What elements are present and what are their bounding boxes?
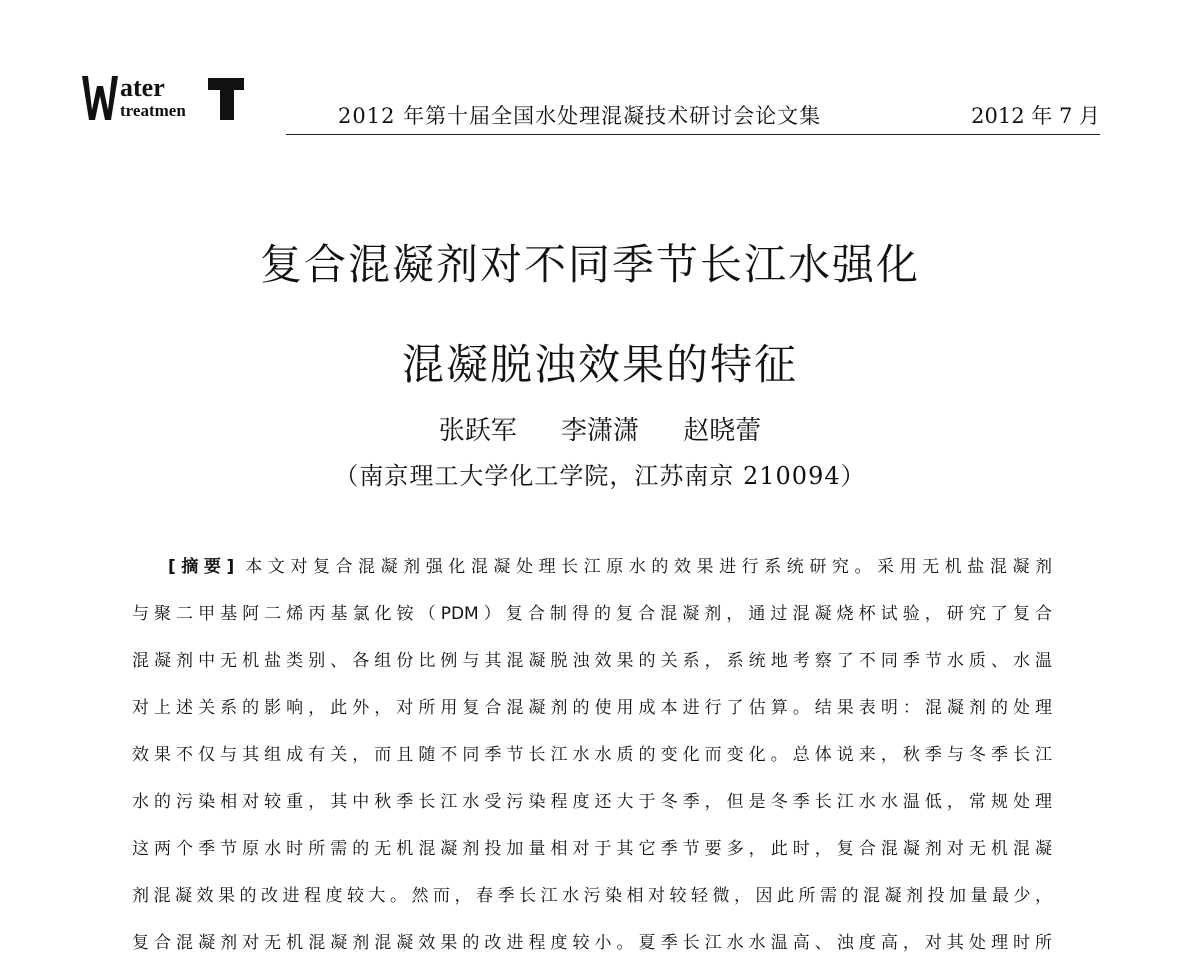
paper-title-line-1: 复合混凝剂对不同季节长江水强化 bbox=[259, 240, 920, 289]
header-rule bbox=[286, 134, 1100, 135]
abstract-line: 复合混凝剂对无机混凝剂混凝效果的改进程度较小。夏季长江水水温高、浊度高，对其处理时所 bbox=[132, 933, 1052, 953]
logo-text-bottom: treatmen bbox=[120, 101, 186, 120]
abstract-line: 这两个季节原水时所需的无机混凝剂投加量相对于其它季节要多，此时，复合混凝剂对无机混凝 bbox=[132, 839, 1052, 859]
publication-date: 2012 年 7 月 bbox=[971, 104, 1100, 128]
abstract-text: 本文对复合混凝剂强化混凝处理长江原水的效果进行系统研究。采用无机盐混凝剂 bbox=[234, 557, 1052, 577]
abstract-line: 效果不仅与其组成有关，而且随不同季节长江水水质的变化而变化。总体说来，秋季与冬季长江 bbox=[132, 745, 1052, 765]
journal-logo bbox=[80, 72, 248, 124]
abstract bbox=[132, 544, 1052, 967]
affiliation: （南京理工大学化工学院，江苏南京 210094） bbox=[334, 462, 866, 490]
abstract-line: 混凝剂中无机盐类别、各组份比例与其混凝脱浊效果的关系，系统地考察了不同季节水质、水温 bbox=[132, 651, 1052, 671]
author-name: 李潇潇 bbox=[560, 416, 639, 446]
abstract-line bbox=[132, 544, 1052, 591]
abstract-line: 剂混凝效果的改进程度较大。然而，春季长江水污染相对较轻微，因此所需的混凝剂投加量最少， bbox=[132, 886, 1052, 906]
abstract-line: 水的污染相对较重，其中秋季长江水受污染程度还大于冬季，但是冬季长江水水温低，常规处理 bbox=[132, 792, 1052, 812]
logo-text-top: ater bbox=[120, 73, 165, 102]
journal-name: 2012 年第十届全国水处理混凝技术研讨会论文集 bbox=[338, 104, 822, 128]
abstract-line: 与聚二甲基阿二烯丙基氯化铵（PDM）复合制得的复合混凝剂，通过混凝烧杯试验，研究了复合 bbox=[132, 604, 1052, 624]
author-name: 赵晓蕾 bbox=[683, 416, 762, 446]
authors bbox=[0, 410, 1200, 447]
abstract-label: [摘要] bbox=[168, 557, 235, 577]
paper-title-line-2: 混凝脱浊效果的特征 bbox=[401, 340, 798, 389]
author-name: 张跃军 bbox=[438, 416, 517, 446]
abstract-line: 对上述关系的影响，此外，对所用复合混凝剂的使用成本进行了估算。结果表明：混凝剂的处理 bbox=[132, 698, 1052, 718]
